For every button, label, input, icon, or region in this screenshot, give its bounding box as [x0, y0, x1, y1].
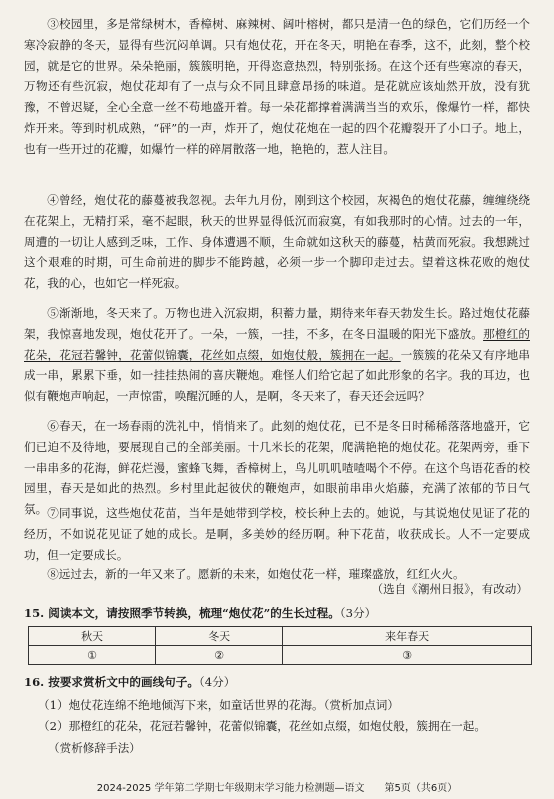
paragraph-5	[24, 303, 530, 407]
question-16-item-2: （2）那橙红的花朵，花冠若馨钟，花蕾似锦囊，花丝如点缀，如炮仗般，簇拥在一起。	[38, 719, 486, 733]
paragraph-4: ④曾经，炮仗花的藤蔓被我忽视。去年九月份，刚到这个校园，灰褐色的炮仗花藤，缠缠绕绕在花架上，无精打采，毫不起眼，秋天的世界显得低沉而寂寞，有如我那时的心情。过去的一年，周遭的一切让人感到乏味，工作、身体遭遇不顺，生命就如这秋天的藤蔓，枯黄而死寂。我想跳过这个艰难的时期，可生命前进的脚步不能跨越，必须一步一个脚印走过去。望着这株花败的炮仗花，我的心，也如它一样死寂。	[24, 193, 530, 291]
answer-blank-2[interactable]: ②	[156, 646, 283, 665]
question-16-points: （4分）	[198, 675, 236, 689]
source-note: （选自《潮州日报》，有改动）	[371, 582, 528, 596]
paragraph-6: ⑥春天，在一场春雨的洗礼中，悄悄来了。此刻的炮仗花，已不是冬日时稀稀落落地盛开，它们已迫不及待地，要展现自己的全部美丽。十几米长的花架，爬满艳艳的炮仗花。花架两旁，垂下一串串多的花海，鲜花烂漫，蜜蜂飞舞，香樟树上，鸟儿叽叽喳喳喝个不停。在这个鸟语花香的校园里，春天是如此的热烈。乡村里此起彼伏的鞭炮声，如眼前串串火焰藤，充满了浓郁的节日气氛。	[24, 419, 530, 517]
page-footer: 2024-2025 学年第二学期七年级期末学习能力检测题—语文 第5页（共6页）	[96, 783, 458, 794]
question-16	[24, 674, 235, 690]
growth-table	[28, 626, 532, 665]
answer-blank-1[interactable]: ①	[29, 646, 156, 665]
paragraph-5-start: ⑤渐渐地，冬天来了。万物也进入沉寂期，积蓄力量，期待来年春天勃发生长。路过炮仗花藤架，我惊喜地发现，炮仗花开了。一朵，一簇，一挂，不多，在冬日温暖的阳光下盛放。	[24, 306, 530, 341]
question-15-points: （3分）	[339, 606, 377, 620]
table-answer-row	[29, 646, 532, 665]
header-winter: 冬天	[156, 627, 283, 646]
table-header-row	[29, 627, 532, 646]
answer-blank-3[interactable]: ③	[283, 646, 532, 665]
question-16-number: 16.	[24, 675, 45, 689]
question-15	[24, 605, 376, 621]
question-16-item-1: （1）炮仗花连绵不绝地倾泻下来，如童话世界的花海。（赏析加点词）	[38, 698, 399, 712]
question-15-number: 15.	[24, 606, 45, 620]
underlined-sentence: 那橙红的花朵，花冠若馨钟，花蕾似锦囊，花丝如点缀，如炮仗般，簇拥在一起。	[24, 326, 530, 362]
paragraph-7: ⑦同事说，这些炮仗花苗，当年是她带到学校，校长种上去的。她说，与其说炮仗见证了花的经历，不如说花见证了她的成长。是啊，多美妙的经历啊。种下花苗，收获成长。人不一定要成功，但一定要成长。	[24, 506, 530, 562]
paragraph-5-end: 一簇簇的花朵又有序地串成一串，累累下垂，如一挂挂热闹的喜庆鞭炮。难怪人们给它起了如此形象的名字。我的耳边，也似有鞭炮声响起，一声惊雷，唤醒沉睡的人，是啊，冬天来了，春天还会远吗？	[24, 347, 530, 404]
question-16-item-2-note: （赏析修辞手法）	[48, 741, 141, 755]
header-next-spring: 来年春天	[283, 627, 532, 646]
question-15-text: 阅读本文，请按照季节转换，梳理“炮仗花”的生长过程。	[48, 606, 340, 620]
paragraph-3: ③校园里，多是常绿树木，香樟树、麻辣树、阔叶榕树，都只是清一色的绿色，它们历经一个寒冷寂静的冬天，显得有些沉闷单调。只有炮仗花，开在冬天，明艳在春季，这不，此刻，整个校园，就是它的世界。朵朵艳丽，簇簇明艳，开得恣意热烈，特别张扬。在这个还有些寒凉的春天，万物还有些沉寂，炮仗花却有了一点与众不同且肆意昂扬的味道。是花就应该灿然开放，没有犹豫，不曾迟疑，全心全意一丝不苟地盛开着。每一朵花都撑着满满当当的欢乐，像爆竹一样，都快炸开来。等到时机成熟，“砰”的一声，炸开了，炮仗花炮在一起的四个花瓣裂开了小口子。地上，也有一些开过的花瓣，如爆竹一样的碎屑散落一地，艳艳的，惹人注目。	[24, 17, 530, 156]
paragraph-8: ⑧远过去，新的一年又来了。愿新的未来，如炮仗花一样，璀璨盛放，红红火火。	[47, 567, 465, 581]
header-autumn: 秋天	[29, 627, 156, 646]
question-16-text: 按要求赏析文中的画线句子。	[48, 675, 199, 689]
